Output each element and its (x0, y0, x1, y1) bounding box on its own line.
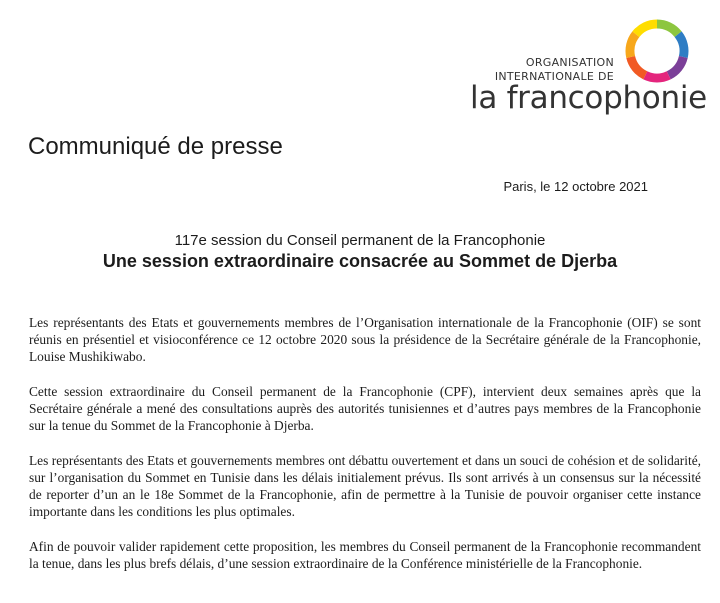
logo-ring-icon (622, 16, 692, 86)
paragraph: Les représentants des Etats et gouvernements membres ont débattu ouvertement et dans un souci de cohésion et de solidarité, sur l’organisation du Sommet en Tunisie dans les délais initialement prévus. Ils sont arrivés à un consensus sur la nécessité de reporter d’un an le 18e Sommet de la Francophonie, afin de permettre à la Tunisie de pouvoir organiser cette instance importante dans les conditions les plus optimales. (29, 453, 701, 519)
logo-ring-segment (645, 75, 668, 78)
paragraph: Les représentants des Etats et gouvernements membres de l’Organisation internationale de la Francophonie (OIF) se sont réunis en présentiel et visioconférence ce 12 octobre 2020 sous la présidence de la Secrétaire générale de la Francophonie, Louise Mushikiwabo. (29, 315, 701, 364)
logo-ring-segment (630, 34, 636, 57)
logo-brand-name: la francophonie (470, 80, 707, 116)
oif-logo (462, 14, 710, 114)
logo-text-line2: INTERNATIONALE DE (494, 70, 614, 83)
logo-ring-segment (636, 24, 657, 34)
paragraph: Afin de pouvoir valider rapidement cette proposition, les membres du Conseil permanent de la Francophonie recommandent la tenue, dans les plus brefs délais, d’une session extraordinaire de la Conférence ministérielle de la Francophonie. (29, 539, 701, 571)
logo-text-line1: ORGANISATION (525, 56, 614, 69)
paragraph: Cette session extraordinaire du Conseil permanent de la Francophonie (CPF), intervient deux semaines après que la Secrétaire générale a mené des consultations auprès des autorités tunisiennes et d’autres pays membres de la Francophonie sur la tenue du Sommet de la Francophonie à Djerba. (29, 384, 701, 433)
logo-ring-segment (678, 34, 684, 57)
logo-ring-segment (657, 24, 678, 34)
session-subtitle: 117e session du Conseil permanent de la Francophonie (174, 232, 546, 249)
headline: Une session extraordinaire consacrée au Sommet de Djerba (102, 251, 618, 271)
body-text (29, 314, 701, 590)
logo-ring-segment (669, 57, 684, 75)
logo-ring-segment (631, 57, 646, 75)
place-date: Paris, le 12 octobre 2021 (503, 179, 648, 194)
page-title: Communiqué de presse (28, 133, 283, 160)
